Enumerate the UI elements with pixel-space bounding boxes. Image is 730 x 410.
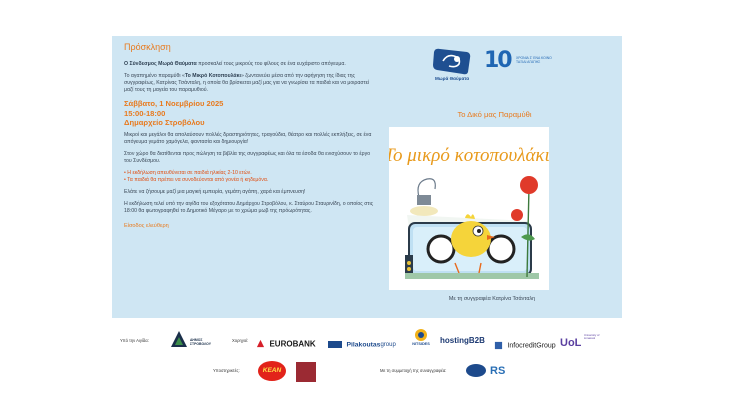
book-title-bold: Το Μικρό Κοτοπουλάκι [184,73,241,79]
municipality-logo [170,330,222,350]
join-paragraph: Ελάτε να ζήσουμε μαζί μια μαγική εμπειρία, γεμάτη αγάπη, χαρά και έμπνευση! [124,188,306,195]
story-b: » ζωντανεύει μέσα από την αφήγηση της ίδιας της συγγραφέως, Κατρίνας Τσάνταλη, η οποία θα βρίσκεται μαζί μας για να γνωρίσει τα παιδιά και να μοιραστεί μαζί τους τη μαγεία του παραμυθιού. [124,73,370,93]
supporters-label: Υποστηρικτές: [213,368,240,373]
nitsides-text: NITSIDES [412,342,430,346]
story-paragraph [124,73,374,94]
books-paragraph: Στον χώρο θα διατίθενται προς πώληση τα βιβλία της συγγραφέως και όλα τα έσοδα θα ενισχύσουν το έργο του Συνδέσμου. [124,150,371,164]
nitsides-logo [408,328,434,346]
patronage-label: Υπό την Αιγίδα: [120,338,149,343]
uol-text: UoL [560,337,582,349]
pilakoutas-logo [328,336,396,354]
age-note: • Η εκδήλωση απευθύνεται σε παιδιά ηλικίας 2-10 ετών. [124,169,252,176]
book-cover [389,127,549,290]
infocredit-logo [494,337,556,355]
hosting-logo: hostingB2B [440,336,485,345]
intro-paragraph [124,61,374,68]
guardian-note: • Τα παιδιά θα πρέπει να συνοδεύονται από γονέα ή κηδεμόνα. [124,176,269,183]
pilakoutas-suffix: group [380,341,396,348]
org-logo-text: Μωρά Θαύματα [434,76,470,81]
free-entry: Είσοδος ελεύθερη [124,222,169,229]
book-cover-title: Το μικρό κοτοπουλάκι [389,145,549,166]
infocredit-text: InfocreditGroup [507,342,556,350]
municipality-emblem-icon [170,330,188,348]
pilakoutas-text: Pilakoutas [346,341,381,349]
rs-text: RS [490,365,506,377]
eurobank-text: EUROBANK [269,339,316,349]
patronage-paragraph: Η εκδήλωση τελεί υπό την αιγίδα του εξοχότατου Δημάρχου Στροβόλου, κ. Σταύρου Σταυρινίδη, ο οποίος στις 18:00 θα φωτογραφηθεί το Δημοτικό Μέγαρο με το χρώμα μωβ της πρόωρότητας. [124,200,374,214]
author-caption: Με τη συγγραφέα Κατρίνα Τσάνταλη [448,296,536,302]
kean-logo [258,361,286,381]
eurobank-logo [256,335,316,353]
org-name-bold: Ο Σύνδεσμος Μωρά Θαύματα [124,61,197,67]
event-details [124,99,374,128]
invitation-text [124,42,374,229]
rs-logo [490,361,505,379]
pilakoutas-mark-icon [328,341,342,348]
anniversary-number: 10 [484,48,511,73]
uol-logo [560,333,600,351]
intro-rest: προσκαλεί τους μικρούς του φίλους σε ένα ευχάριστο απόγευμα. [196,61,346,67]
activities-paragraph: Μικροί και μεγάλοι θα απολαύσουν πολλές δραστηριότητες, τραγούδια, θέατρο και πολλές εκπλήξεις, σε ένα απόγευμα γεμάτο χαμόγελα, φαντασία και δημιουργία! [124,131,372,145]
story-title: Το Δικό μας Παραμύθι [457,110,532,119]
org-logo [431,46,473,84]
partners-label: Με τη συμμετοχή της συναγγραφέα: [380,368,447,373]
invitation-card [112,36,622,318]
supporter-logo-2 [296,362,316,382]
partner-logo-1 [466,364,486,377]
org-logo-icon [431,46,473,78]
event-date: Σάββατο, 1 Νοεμβρίου 2025 [124,99,224,108]
anniversary-text: ΧΡΟΝΙΑ Σ' ΕΝΑ ΚΟΙΝΟ ΤΑΞΙΔΙ ΑΓΑΠΗΣ [516,56,552,64]
event-venue: Δημαρχείο Στροβόλου [124,118,205,127]
anniversary-logo [484,48,552,73]
infocredit-mark-icon [494,341,503,350]
kean-text: ΚΕΑΝ [262,367,282,374]
eurobank-mark-icon [256,339,265,348]
event-time: 15:00-18:00 [124,108,166,118]
municipality-name: ΔΗΜΟΣ ΣΤΡΟΒΟΛΟΥ [190,338,211,346]
invitation-title: Πρόσκληση [124,42,171,52]
story-a: Το αγαπημένο παραμύθι « [124,73,185,79]
uol-subtext: University of Limassol [584,333,600,341]
right-column [389,36,622,318]
sponsors-label: Χορηγοί: [232,338,249,343]
book-cover-illustration [389,127,549,290]
nitsides-mark-icon [414,328,428,342]
